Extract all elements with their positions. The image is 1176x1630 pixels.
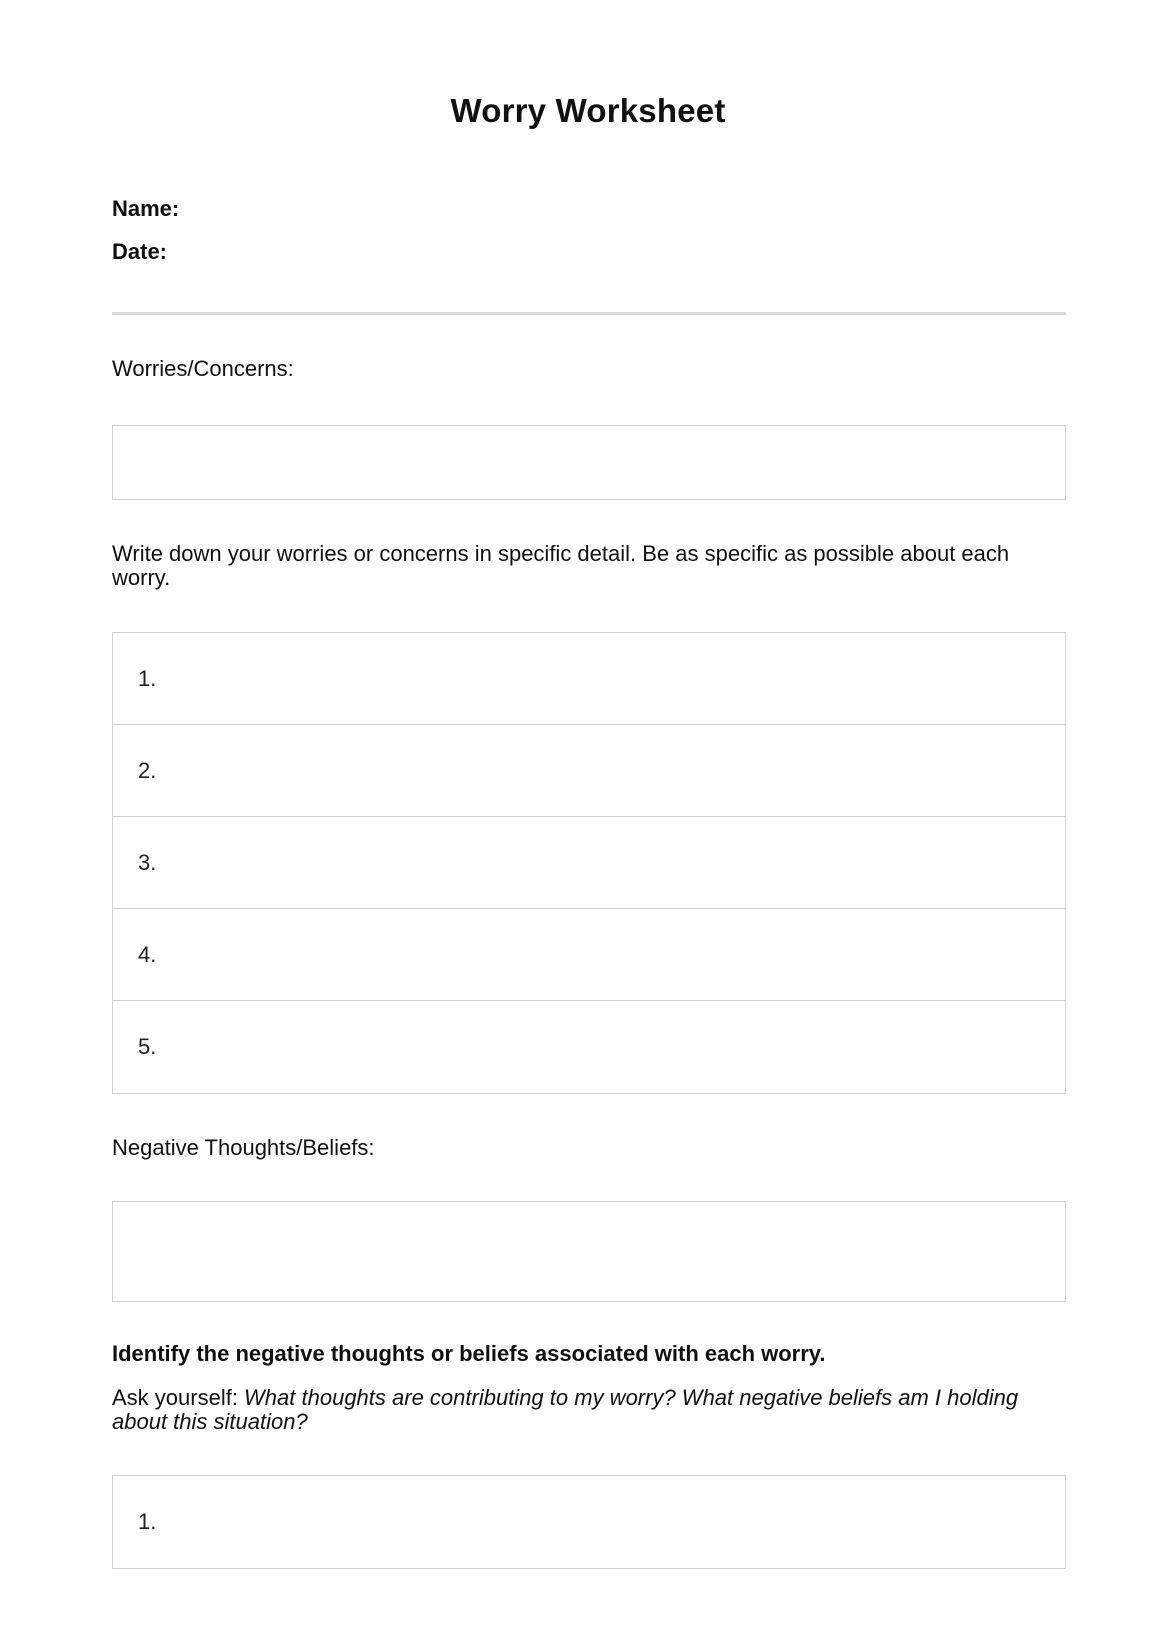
row-number: 1. <box>138 666 157 691</box>
worry-row-3[interactable] <box>113 817 1065 909</box>
worry-row-1[interactable] <box>113 633 1065 725</box>
name-label: Name: <box>112 196 180 221</box>
worry-row-4[interactable] <box>113 909 1065 1001</box>
row-number: 2. <box>138 758 157 783</box>
worries-list <box>112 632 1066 1094</box>
ask-question: What thoughts are contributing to my worry? What negative beliefs am I holding about this situation? <box>112 1385 1019 1434</box>
row-number: 1. <box>138 1509 157 1534</box>
negative-thoughts-list <box>112 1475 1066 1569</box>
row-number: 4. <box>138 942 157 967</box>
worries-input-box[interactable] <box>112 425 1066 500</box>
worries-instruction: Write down your worries or concerns in specific detail. Be as specific as possible about each worry. <box>112 541 1010 590</box>
negative-thoughts-input-box[interactable] <box>112 1201 1066 1302</box>
row-number: 5. <box>138 1034 157 1059</box>
row-number: 3. <box>138 850 157 875</box>
negative-thoughts-label: Negative Thoughts/Beliefs: <box>112 1135 375 1160</box>
ask-yourself-text <box>112 1386 1072 1434</box>
worry-row-2[interactable] <box>113 725 1065 817</box>
negative-thoughts-heading: Identify the negative thoughts or beliefs associated with each worry. <box>112 1341 826 1366</box>
page-title: Worry Worksheet <box>450 92 726 129</box>
worry-row-5[interactable] <box>113 1001 1065 1093</box>
negative-thought-row-1[interactable] <box>113 1476 1065 1568</box>
worries-label: Worries/Concerns: <box>112 356 294 381</box>
date-label: Date: <box>112 239 168 264</box>
ask-prefix: Ask yourself: <box>112 1385 245 1410</box>
header-divider <box>112 312 1066 315</box>
